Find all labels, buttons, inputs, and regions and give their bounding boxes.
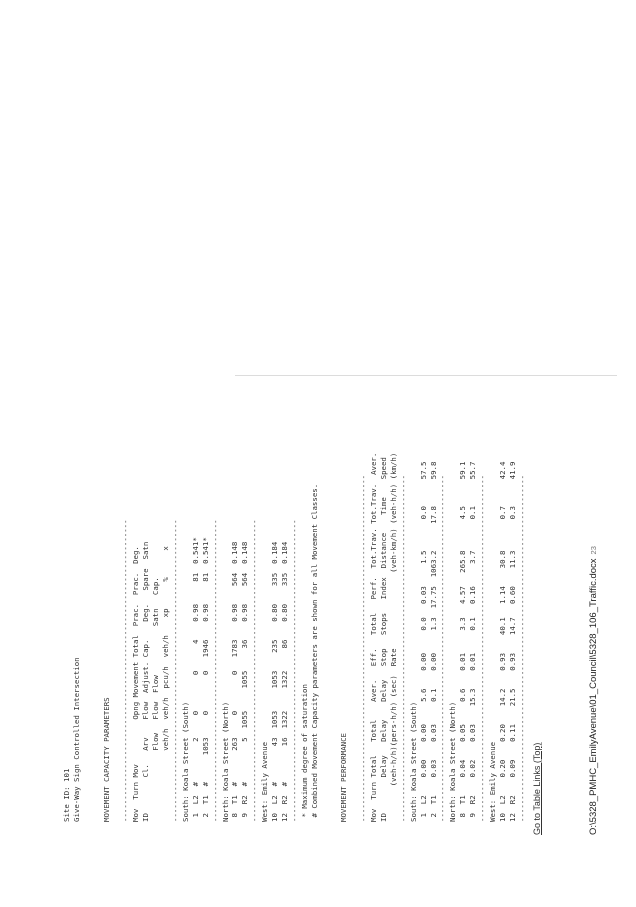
report-line: South: Koala Street (South) [408, 701, 418, 822]
report-line: -------------------------------------------------------------------- [170, 519, 180, 822]
report-line: -------------------------------------------------------------------- [121, 519, 131, 822]
report-line: ------------------------------------------------------------------------------ [517, 474, 527, 822]
report-line: 12 R2 0.09 0.11 21.5 0.93 14.7 0.60 11.3 0.3 41.9 [507, 461, 517, 822]
report-line: South: Koala Street (South) [180, 701, 190, 822]
report-line: 2 T1 # 1053 0 0 1946 0.98 81 0.541* [200, 537, 210, 822]
report-line: ------------------------------------------------------------------------------ [359, 474, 369, 822]
report-line: ------------------------------------------------------------------------------ [438, 474, 448, 822]
report-line: veh/h veh/h pcu/h veh/h xp % x [161, 546, 171, 822]
report-line: Flow Flow Flow Satn Cap. [151, 577, 161, 822]
report-line: 12 R2 # 16 1322 1322 86 0.80 335 0.184 [279, 541, 289, 822]
footer-file-path: O:\5328_PMHC_EmilyAvenue\01_Council\5328_106_Traffic.docx [588, 558, 599, 835]
report-line: Site ID: 101 [62, 768, 71, 822]
report-line: Mov Turn Total Total Aver. Eff. Total Perf. Tot.Trav. Tot.Trav. Aver. [369, 452, 379, 822]
report-line: 8 T1 # 263 0 0 1783 0.98 564 0.148 [230, 541, 240, 822]
go-to-table-links-link[interactable]: Go to Table Links (Top) [532, 742, 542, 835]
report-line: 8 T1 0.04 0.05 0.6 0.01 3.3 4.57 265.8 4.5 59.1 [458, 461, 468, 822]
report-line: North: Koala Street (North) [448, 701, 458, 822]
report-line: -------------------------------------------------------------------- [250, 519, 260, 822]
report-line: 10 L2 0.20 0.20 14.2 0.93 40.1 1.14 30.8 0.7 42.4 [497, 461, 507, 822]
report-line: # Combined Movement Capacity parameters are shown for all Movement Classes. [309, 483, 319, 822]
report-line: 2 T1 0.03 0.03 0.1 0.00 1.3 17.75 1063.2 17.8 59.8 [428, 461, 438, 822]
report-line: West: Emily Avenue [487, 741, 497, 822]
report-line: West: Emily Avenue [260, 741, 270, 822]
margin-rule [235, 375, 617, 376]
sidra-report-text [62, 453, 528, 822]
report-line: -------------------------------------------------------------------- [210, 519, 220, 822]
report-line: ID Cl. Arv Flow Adjust. Cap. Deg. Spare Satn [141, 541, 151, 822]
report-line: Give-Way Sign Controlled Intersection [71, 657, 81, 822]
report-line: MOVEMENT CAPACITY PARAMETERS [101, 697, 111, 822]
report-line: ------------------------------------------------------------------------------ [478, 474, 488, 822]
report-line: Mov Turn Mov Opng Movement Total Prac. Prac. Deg. [131, 546, 141, 822]
page-number: 23 [589, 546, 598, 555]
report-line: 9 R2 0.02 0.03 15.3 0.01 0.1 0.16 3.7 0.1 55.7 [468, 461, 478, 822]
report-line: -------------------------------------------------------------------- [289, 519, 299, 822]
report-line: ID Delay Delay Delay Stop Stops Index Distance Time Speed [379, 457, 388, 822]
report-line: MOVEMENT PERFORMANCE [339, 733, 349, 822]
report-line: (veh-h/h)(pers-h/h) (sec) Rate (veh-km/h) (veh-h/h) (km/h) [388, 452, 398, 822]
report-line: 10 L2 # 43 1053 1053 235 0.80 335 0.184 [270, 541, 280, 822]
report-line: 1 L2 # 2 0 0 4 0.98 81 0.541* [190, 537, 200, 822]
report-line: North: Koala Street (North) [220, 701, 230, 822]
report-line: 9 R2 # 5 1055 1055 36 0.98 564 0.148 [240, 541, 250, 822]
report-line: * Maximum degree of saturation [299, 684, 309, 822]
report-line: ------------------------------------------------------------------------------ [398, 474, 408, 822]
page-footer [588, 546, 599, 835]
report-line: 1 L2 0.00 0.00 5.6 0.00 0.0 0.03 1.5 0.0 57.5 [418, 461, 428, 822]
